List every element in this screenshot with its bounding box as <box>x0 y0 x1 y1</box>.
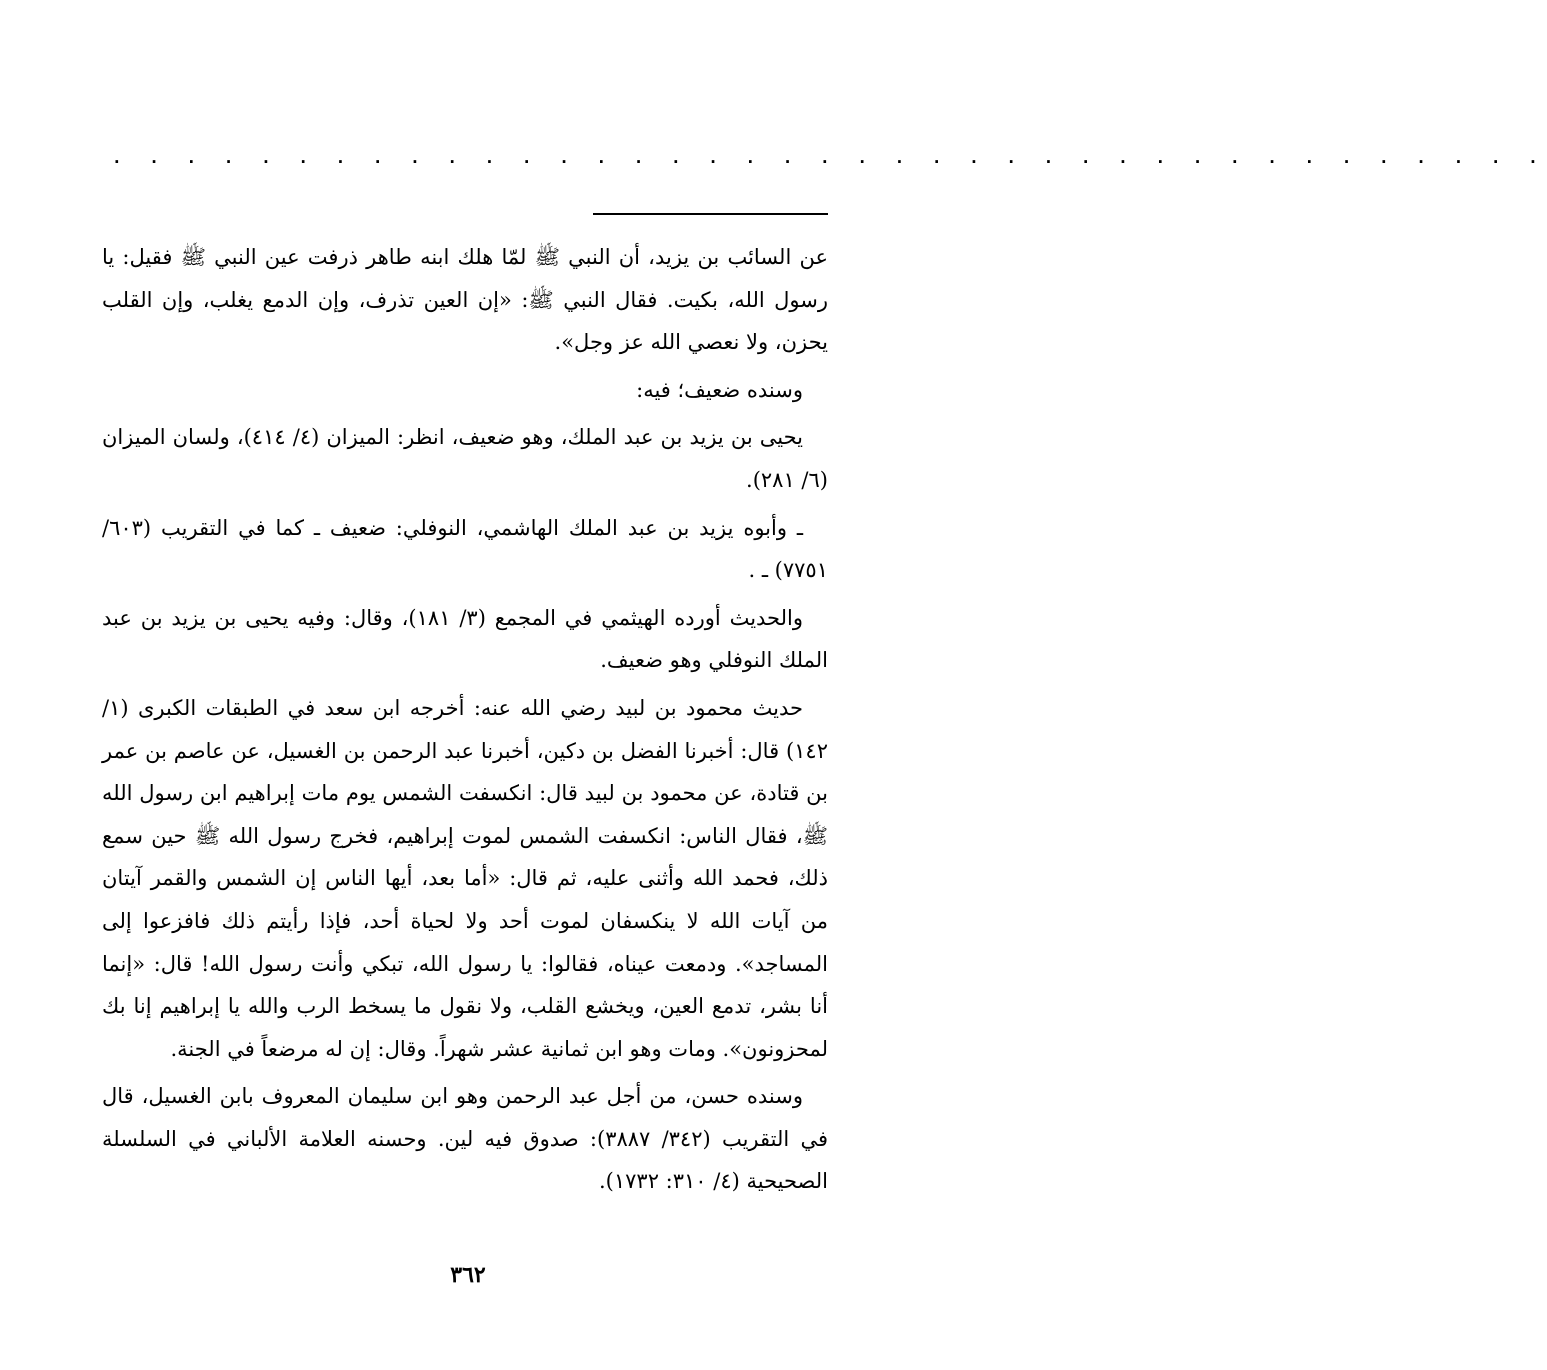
paragraph-father: ـ وأبوه يزيد بن عبد الملك الهاشمي، النوفلي: ضعيف ـ كما في التقريب (٦٠٣/ ٧٧٥١) ـ . <box>102 515 828 583</box>
paragraph-mahmud-hadith: حديث محمود بن لبيد رضي الله عنه: أخرجه ابن سعد في الطبقات الكبرى (١/ ١٤٢) قال: أخبرنا الفضل بن دكين، أخبرنا عبد الرحمن بن الغسيل، عن عاصم بن عمر بن قتادة، عن محمود بن لبيد قال: انكسفت الشمس يوم مات إبراهيم ابن رسول الله ﷺ، فقال الناس: انكسفت الشمس لموت إبراهيم، فخرج رسول الله ﷺ حين سمع ذلك، فحمد الله وأثنى عليه، ثم قال: «أما بعد، أيها الناس إن الشمس والقمر آيتان من آيات الله لا ينكسفان لموت أحد ولا لحياة أحد، فإذا رأيتم ذلك فافزعوا إلى المساجد». ودمعت عيناه، فقالوا: يا رسول الله، تبكي وأنت رسول الله! قال: «إنما أنا بشر، تدمع العين، ويخشع القلب، ولا نقول ما يسخط الرب والله يا إبراهيم إنا بك لمحزونون». ومات وهو ابن ثمانية عشر شهراً. وقال: إن له مرضعاً في الجنة. <box>102 695 828 1061</box>
paragraph-haythami: والحديث أورده الهيثمي في المجمع (٣/ ١٨١)، وقال: وفيه يحيى بن يزيد بن عبد الملك النوفلي وهو ضعيف. <box>102 605 828 673</box>
paragraph-hadith-saib: عن السائب بن يزيد، أن النبي ﷺ لمّا هلك ابنه طاهر ذرفت عين النبي ﷺ فقيل: يا رسول الله، بكيت. فقال النبي ﷺ: «إن العين تذرف، وإن الدمع يغلب، وإن القلب يحزن، ولا نعصي الله عز وجل». <box>102 245 828 355</box>
body-text <box>102 236 828 1208</box>
paragraph-weak-chain: وسنده ضعيف؛ فيه: <box>636 377 803 402</box>
page-number: ٣٦٢ <box>450 1262 486 1288</box>
paragraph-yahya: يحيى بن يزيد بن عبد الملك، وهو ضعيف، انظر: الميزان (٤/ ٤١٤)، ولسان الميزان (٦/ ٢٨١). <box>102 425 828 492</box>
paragraph-hasan-chain: وسنده حسن، من أجل عبد الرحمن وهو ابن سليمان المعروف بابن الغسيل، قال في التقريب (٣٤٢/ ٣٨٨٧): صدوق فيه لين. وحسنه العلامة الألباني في السلسلة الصحيحية (٤/ ٣١٠: ١٧٣٢). <box>102 1084 828 1194</box>
separator-dots: . . . . . . . . . . . . . . . . . . . . . . . . . . . . . . . . . . . . . . . <box>112 148 1547 167</box>
footnote-rule <box>593 213 828 215</box>
